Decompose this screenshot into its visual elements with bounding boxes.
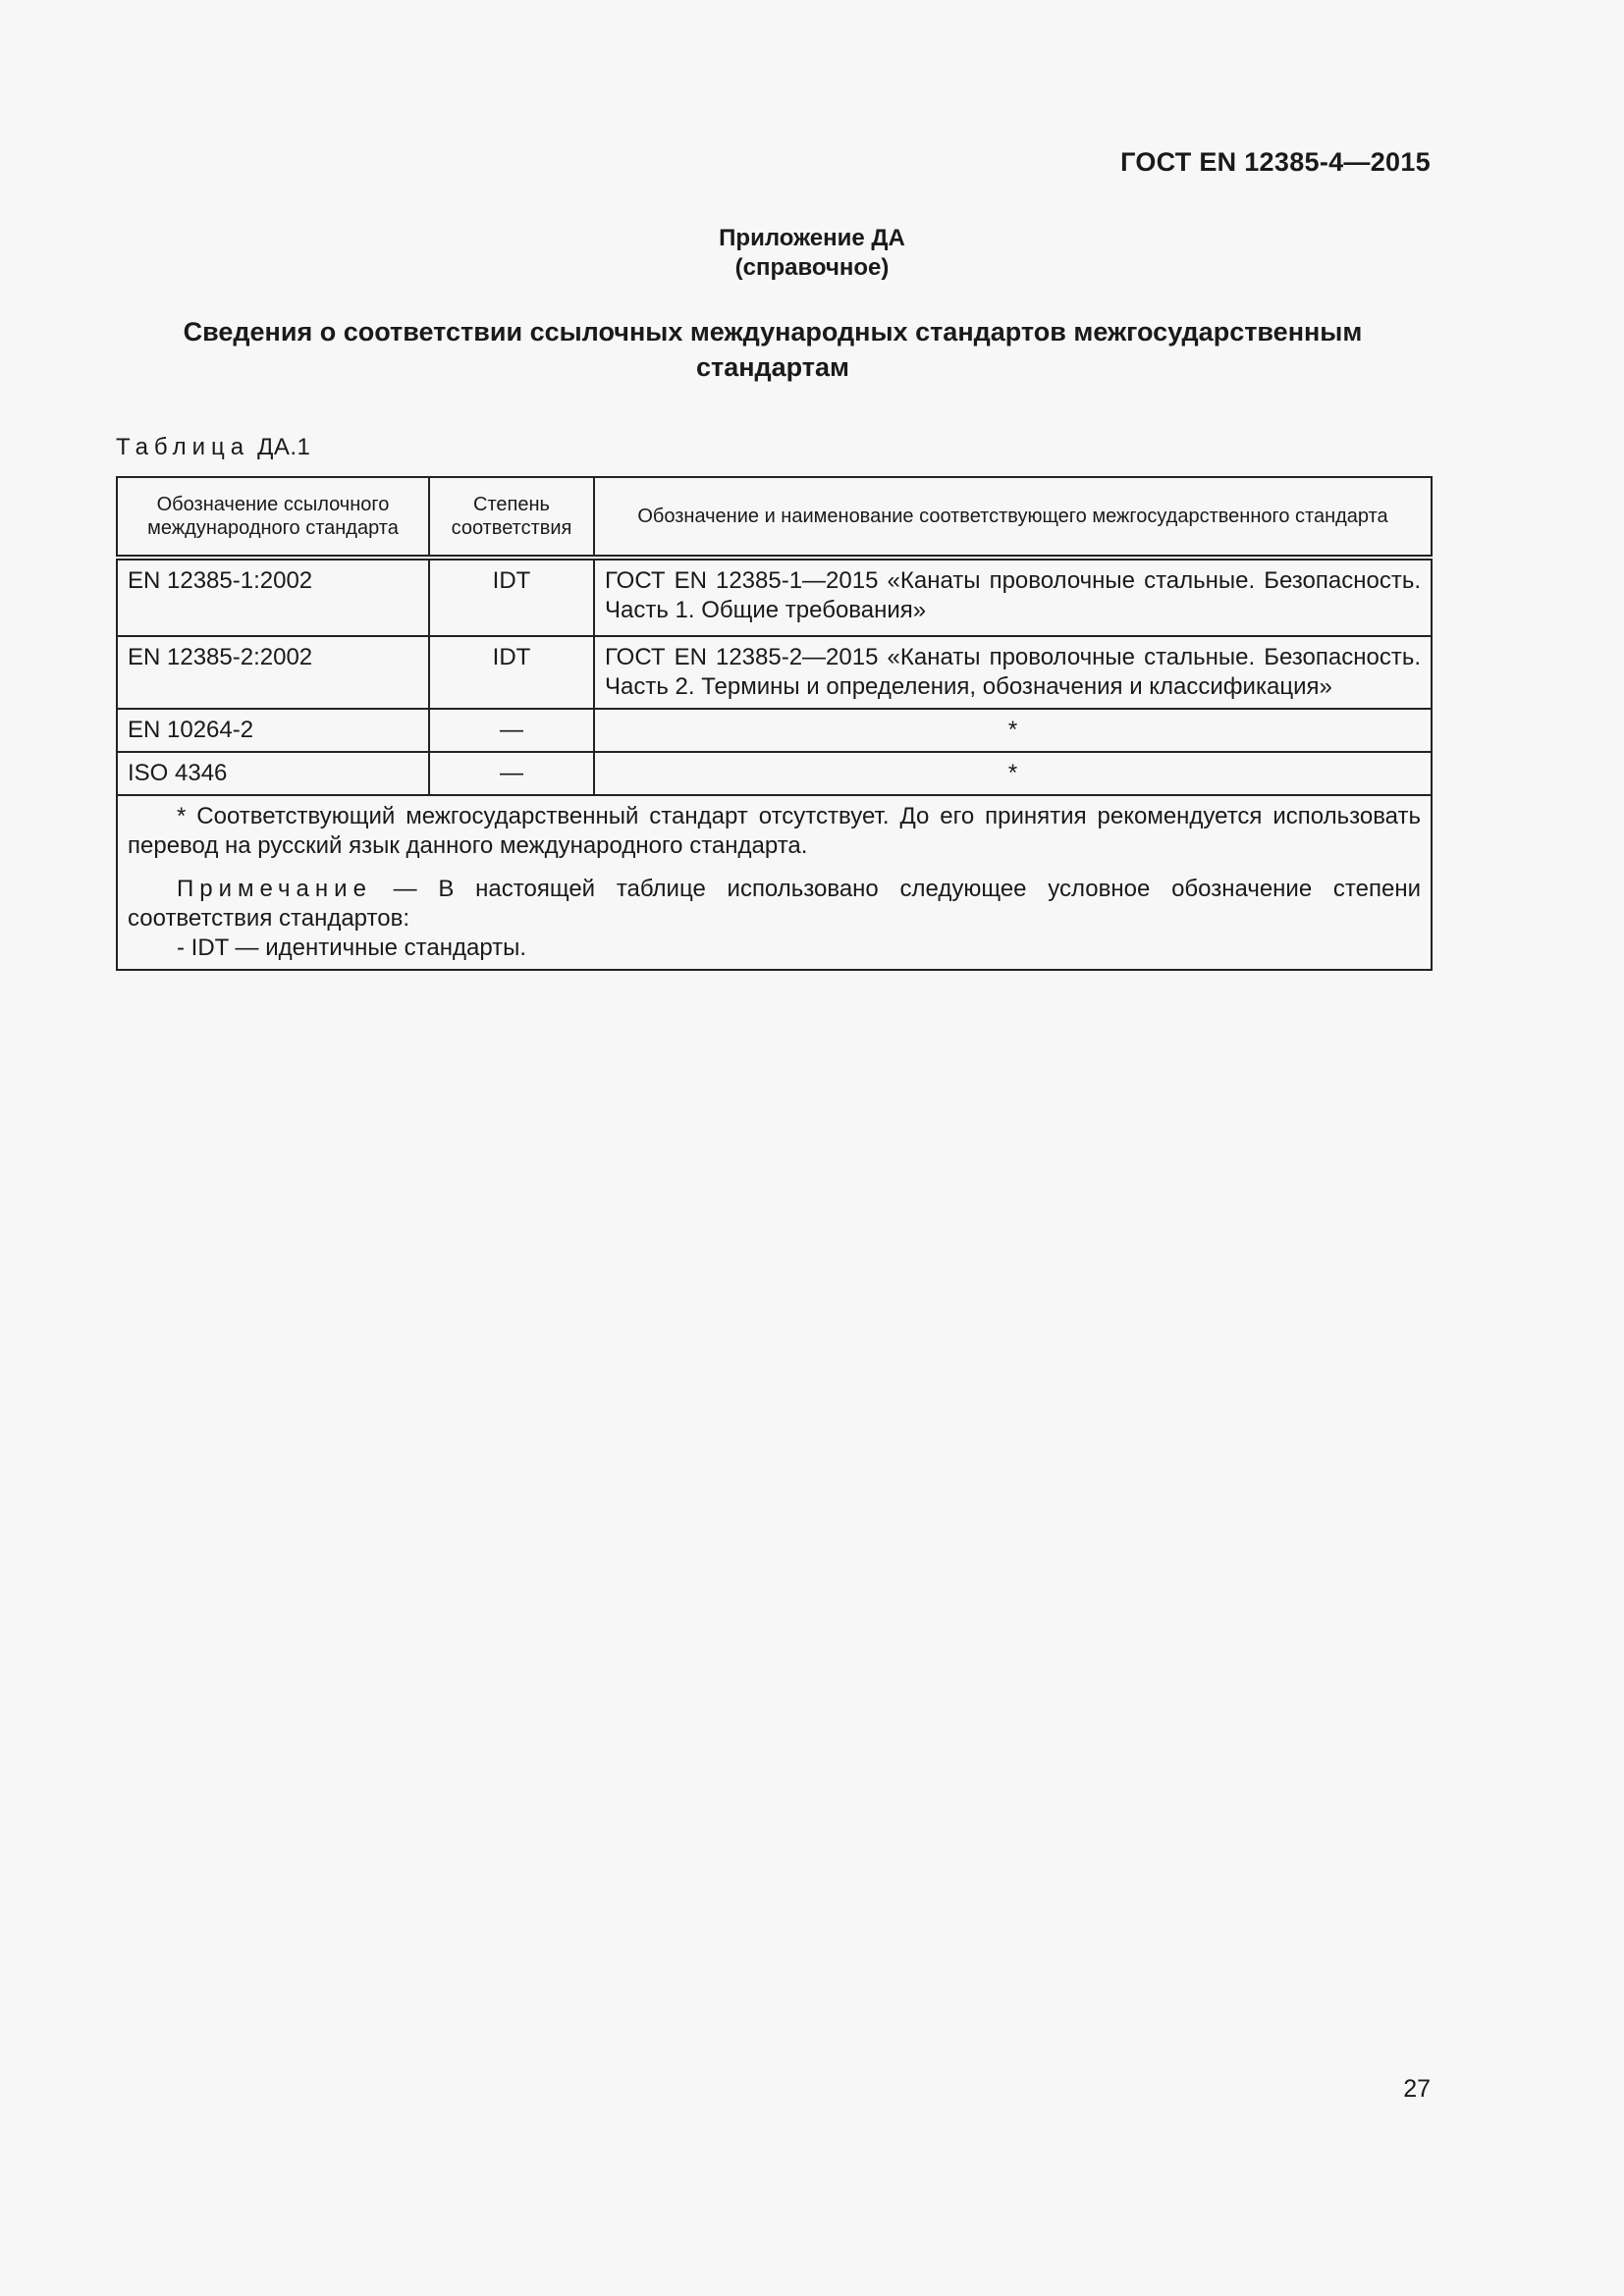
note-label: Примечание [177, 876, 372, 902]
annex-heading [0, 224, 1624, 283]
cell-degree: IDT [429, 558, 594, 636]
note-text: — В настоящей таблице использовано следующее условное обозначение степени соответствия стандартов: [128, 876, 1421, 932]
cell-intl-standard: EN 10264-2 [117, 709, 429, 752]
section-title: Сведения о соответствии ссылочных международных стандартов межгосударственным стандартам [183, 317, 1363, 382]
table-label-number: ДА.1 [257, 434, 311, 460]
table-notes [117, 795, 1432, 970]
note-item: - IDT — идентичные стандарты. [177, 934, 527, 961]
cell-intl-standard: ISO 4346 [117, 752, 429, 795]
cell-degree: — [429, 709, 594, 752]
table-row [117, 709, 1432, 752]
table-note [128, 875, 1421, 934]
cell-degree: — [429, 752, 594, 795]
table-row [117, 558, 1432, 636]
correspondence-table [116, 476, 1433, 971]
table-header-row [117, 477, 1432, 558]
cell-intl-standard: EN 12385-1:2002 [117, 558, 429, 636]
page-number: 27 [1403, 2075, 1431, 2103]
header-degree: Степень соответствия [429, 477, 594, 558]
table-label-word: Таблица [116, 434, 250, 460]
cell-national-standard: * [594, 709, 1432, 752]
table-row [117, 752, 1432, 795]
table-row [117, 636, 1432, 709]
cell-intl-standard: EN 12385-2:2002 [117, 636, 429, 709]
table-notes-row [117, 795, 1432, 970]
document-code: ГОСТ EN 12385-4—2015 [1120, 147, 1431, 177]
cell-national-standard: ГОСТ EN 12385-2—2015 «Канаты проволочные стальные. Безопасность. Часть 2. Термины и определения, обозначения и классификация» [594, 636, 1432, 709]
table-label [116, 434, 310, 461]
header-international-standard: Обозначение ссылочного международного стандарта [117, 477, 429, 558]
cell-national-standard: * [594, 752, 1432, 795]
table-footnote: * Соответствующий межгосударственный стандарт отсутствует. До его принятия рекомендуется использовать перевод на русский язык данного международного стандарта. [128, 803, 1421, 859]
annex-title: Приложение ДА [719, 225, 905, 251]
cell-degree: IDT [429, 636, 594, 709]
annex-subtitle: (справочное) [734, 254, 890, 281]
cell-national-standard: ГОСТ EN 12385-1—2015 «Канаты проволочные стальные. Безопасность. Часть 1. Общие требования» [594, 558, 1432, 636]
header-national-standard: Обозначение и наименование соответствующего межгосударственного стандарта [594, 477, 1432, 558]
